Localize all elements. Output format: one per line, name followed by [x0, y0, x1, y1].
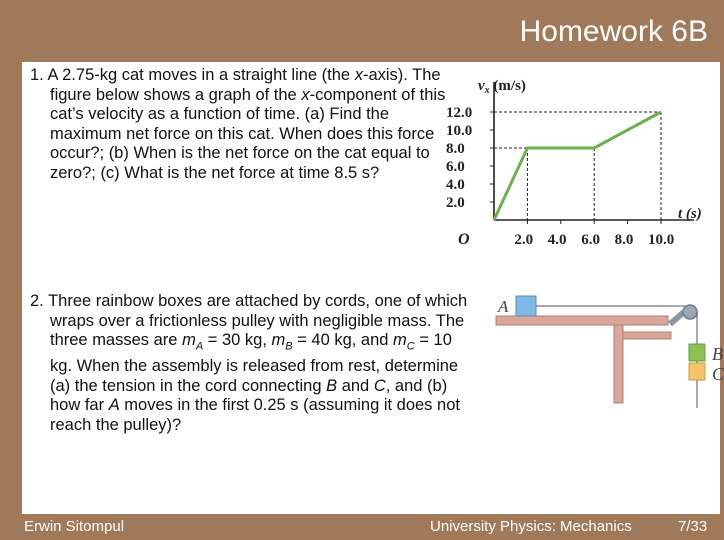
- y-tick-label: 4.0: [446, 177, 465, 193]
- slide-title: Homework 6B: [519, 15, 708, 48]
- problem-2-number: 2.: [30, 292, 44, 310]
- content-panel: [22, 62, 724, 514]
- text-run: Three rainbow boxes are attached by cords, one of which wraps over a frictionless pulley with negligible mass. The three masses are: [48, 292, 468, 350]
- footer-course: University Physics: Mechanics: [430, 518, 632, 535]
- footer-author: Erwin Sitompul: [24, 518, 125, 535]
- y-tick-label: 8.0: [446, 141, 465, 157]
- table-bracket: [623, 332, 671, 339]
- x-tick-label: 4.0: [547, 232, 567, 248]
- text-run: x: [301, 85, 310, 104]
- label-c: C: [712, 364, 724, 384]
- x-tick-label: 2.0: [514, 232, 534, 248]
- x-tick-label: 10.0: [648, 232, 675, 248]
- velocity-series-line: [494, 112, 661, 220]
- box-c-block: [689, 363, 705, 380]
- box-b-block: [689, 344, 705, 361]
- text-run: m: [182, 331, 196, 350]
- y-axis-label-unit: (m/s): [489, 78, 526, 94]
- text-run: m: [393, 331, 407, 350]
- text-run: = 10 kg. When the assembly is released from rest, determine (a) the tension in the cord connecting: [50, 331, 459, 395]
- pulley-arm: [670, 312, 684, 324]
- problem-1-number: 1.: [30, 66, 44, 84]
- pulley-diagram: [466, 288, 716, 408]
- box-a: [516, 296, 536, 316]
- x-tick-label: 6.0: [581, 232, 600, 248]
- text-run: x: [354, 66, 363, 84]
- text-run: -component of this cat’s velocity as a function of time. (a) Find the maximum net force on this cat. When does this force occur?; (b) When is the net force on the cat equal to zero?; (c) What is the net force at time 8.5 s?: [50, 85, 446, 182]
- problem-1-text: [47, 66, 445, 182]
- text-run: C: [406, 340, 415, 353]
- y-tick-label: 6.0: [446, 159, 465, 175]
- origin-label: O: [458, 231, 470, 248]
- y-tick-label: 2.0: [446, 195, 465, 211]
- text-run: C: [373, 376, 386, 395]
- text-run: A 2.75-kg cat moves in a straight line (the: [47, 66, 355, 84]
- problem-2-text: [48, 292, 467, 434]
- text-run: = 40 kg, and: [292, 331, 394, 350]
- table-leg: [614, 325, 623, 403]
- text-run: B: [285, 340, 293, 353]
- text-run: B: [326, 376, 338, 395]
- velocity-time-graph: [432, 70, 712, 298]
- y-axis-label: [478, 78, 526, 96]
- problem-2: [30, 292, 470, 435]
- text-run: moves in the first 0.25 s (assuming it does not reach the pulley)?: [50, 396, 460, 434]
- problem-1: [30, 66, 450, 184]
- y-axis-label-var: v: [478, 78, 485, 94]
- label-b: B: [712, 344, 723, 364]
- text-run: m: [271, 331, 286, 350]
- text-run: and: [337, 376, 374, 395]
- text-run: A: [195, 340, 204, 353]
- y-axis-label-sub: x: [484, 85, 490, 96]
- text-run: A: [108, 396, 120, 415]
- label-a: A: [498, 297, 509, 316]
- y-tick-label: 12.0: [446, 105, 473, 121]
- text-run: = 30 kg,: [203, 331, 272, 350]
- x-axis-label: t (s): [678, 206, 702, 222]
- table-top: [496, 316, 668, 325]
- x-tick-label: 8.0: [614, 232, 634, 248]
- text-run: -axis). The figure below shows a graph of the: [50, 66, 441, 104]
- footer-page-number: 7/33: [678, 518, 708, 535]
- text-run: , and (b) how far: [50, 376, 448, 415]
- y-tick-label: 10.0: [446, 123, 473, 139]
